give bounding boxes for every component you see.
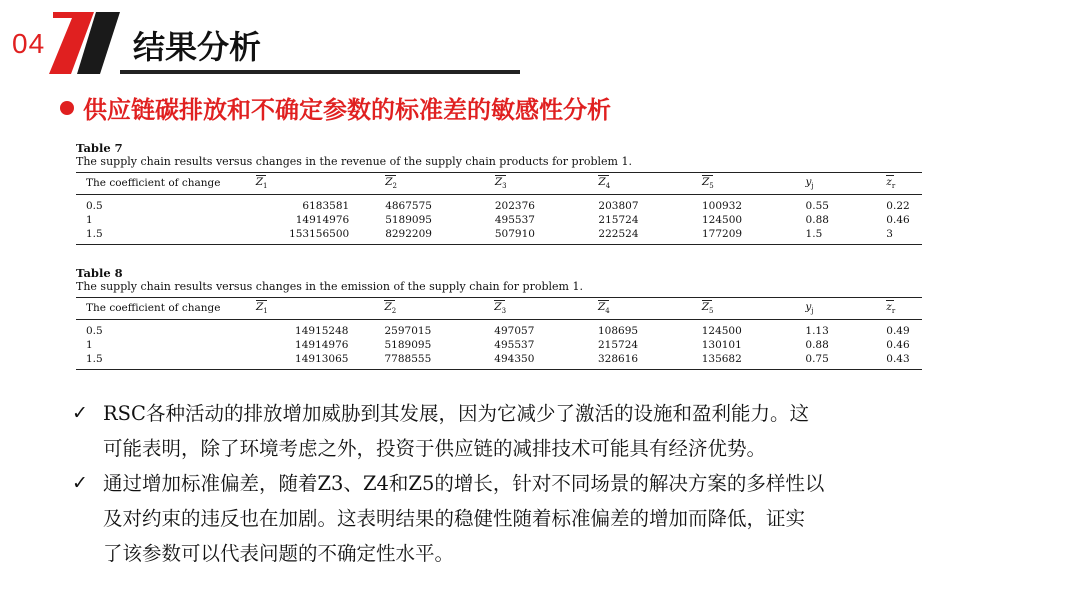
table-cell: 1.13 [805, 325, 829, 338]
column-symbol: $y_j$ [805, 176, 814, 191]
bullet-line: 了该参数可以代表问题的不确定性水平。 [103, 542, 455, 565]
column-symbol: $Z_5$ [701, 176, 714, 191]
table-cell: 3 [886, 228, 893, 241]
table-cell: 0.5 [86, 200, 103, 213]
bullet-item [72, 396, 952, 466]
table-cell: 222524 [598, 228, 639, 241]
table-label: Table 7 [76, 141, 123, 155]
column-symbol: $z_r$ [886, 301, 896, 316]
column-header [796, 173, 877, 195]
table-cell: 1.5 [805, 228, 823, 241]
table-cell: 14913065 [295, 353, 349, 366]
column-symbol: $Z_1$ [255, 176, 268, 191]
table-cell: 0.88 [805, 214, 829, 227]
table-row [76, 338, 922, 352]
column-symbol: $Z_5$ [701, 301, 714, 316]
title-underline [120, 70, 520, 74]
data-table [76, 297, 922, 370]
table-7 [76, 141, 932, 245]
table-cell: 507910 [494, 228, 535, 241]
column-header: The coefficient of change [76, 298, 246, 320]
table-cell: 328616 [598, 353, 639, 366]
bullet-item [72, 466, 952, 571]
column-header [876, 173, 922, 195]
table-row [76, 213, 922, 227]
column-symbol: $Z_4$ [598, 176, 611, 191]
bullet-line: 可能表明，除了环境考虑之外，投资于供应链的减排技术可能具有经济优势。 [103, 437, 767, 460]
data-table [76, 172, 922, 245]
table-cell: 2597015 [384, 325, 432, 338]
table-cell: 4867575 [385, 200, 432, 213]
table-cell: 7788555 [384, 353, 432, 366]
table-cell: 130101 [701, 339, 742, 352]
table-cell: 14915248 [295, 325, 349, 338]
table-cell: 202376 [494, 200, 535, 213]
table-cell: 100932 [701, 200, 743, 213]
slide-heading [60, 90, 611, 125]
table-cell: 0.5 [86, 325, 103, 338]
table-cell: 0.43 [886, 353, 910, 366]
table-cell: 5189095 [385, 214, 432, 227]
table-cell: 14914976 [295, 339, 349, 352]
table-caption: The supply chain results versus changes in the revenue of the supply chain products for problem 1. [76, 155, 632, 168]
table-cell: 1 [86, 339, 93, 352]
column-header [588, 173, 692, 195]
column-symbol: $Z_1$ [255, 301, 268, 316]
section-title: 结果分析 [133, 28, 262, 66]
table-caption: The supply chain results versus changes in the emission of the supply chain for problem 1. [76, 280, 583, 293]
table-cell: 0.46 [886, 214, 910, 227]
bullet-line: 通过增加标准偏差，随着Z3、Z4和Z5的增长，针对不同场景的解决方案的多样性以 [103, 472, 825, 495]
table-cell: 0.75 [805, 353, 829, 366]
table-row [76, 227, 922, 245]
column-header [588, 298, 692, 320]
table-cell: 1.5 [86, 228, 103, 241]
column-header [692, 298, 796, 320]
column-symbol: $Z_2$ [384, 301, 397, 316]
table-cell: 203807 [598, 200, 639, 213]
column-symbol: $Z_2$ [385, 176, 397, 191]
table-cell: 495537 [494, 339, 535, 352]
table-cell: 1 [86, 214, 93, 227]
column-header [876, 298, 922, 320]
table-cell: 0.55 [805, 200, 829, 213]
column-symbol: $Z_3$ [494, 301, 507, 316]
table-row [76, 195, 922, 214]
column-header [484, 298, 588, 320]
table-cell: 14914976 [295, 214, 350, 227]
column-symbol: $z_r$ [886, 176, 896, 191]
table-cell: 495537 [494, 214, 535, 227]
table-8 [76, 266, 932, 370]
table-cell: 6183581 [302, 200, 350, 213]
table-cell: 215724 [598, 214, 639, 227]
table-cell: 177209 [701, 228, 743, 241]
column-header: The coefficient of change [76, 173, 246, 195]
table-cell: 0.88 [805, 339, 829, 352]
column-symbol: $y_j$ [805, 301, 814, 316]
table-cell: 497057 [494, 325, 535, 338]
table-cell: 0.49 [886, 325, 910, 338]
column-header [246, 298, 375, 320]
column-header [246, 173, 375, 195]
table-cell: 124500 [701, 325, 742, 338]
table-cell: 0.22 [886, 200, 910, 213]
table-cell: 5189095 [384, 339, 432, 352]
section-number: 04 [12, 28, 46, 59]
column-header [374, 298, 484, 320]
column-header [375, 173, 485, 195]
column-header [692, 173, 796, 195]
column-header [485, 173, 589, 195]
table-row [76, 352, 922, 370]
column-symbol: $Z_3$ [494, 176, 507, 191]
table-cell: 108695 [598, 325, 639, 338]
column-symbol: $Z_4$ [598, 301, 610, 316]
bullet-line: 及对约束的违反也在加剧。这表明结果的稳健性随着标准偏差的增加而降低，证实 [103, 507, 806, 530]
table-cell: 215724 [598, 339, 639, 352]
bullet-line: RSC各种活动的排放增加威胁到其发展，因为它减少了激活的设施和盈利能力。这 [103, 402, 809, 425]
table-cell: 135682 [701, 353, 742, 366]
table-cell: 153156500 [289, 228, 350, 241]
table-label: Table 8 [76, 266, 123, 280]
table-cell: 124500 [701, 214, 743, 227]
bullet-list [72, 396, 952, 571]
table-cell: 494350 [494, 353, 535, 366]
bullet-dot-icon [60, 101, 74, 115]
table-cell: 1.5 [86, 353, 103, 366]
check-icon: ✓ [72, 472, 88, 494]
table-cell: 0.46 [886, 339, 910, 352]
check-icon: ✓ [72, 402, 88, 424]
column-header [795, 298, 876, 320]
heading-text: 供应链碳排放和不确定参数的标准差的敏感性分析 [83, 96, 611, 124]
table-cell: 8292209 [385, 228, 432, 241]
table-row [76, 320, 922, 339]
